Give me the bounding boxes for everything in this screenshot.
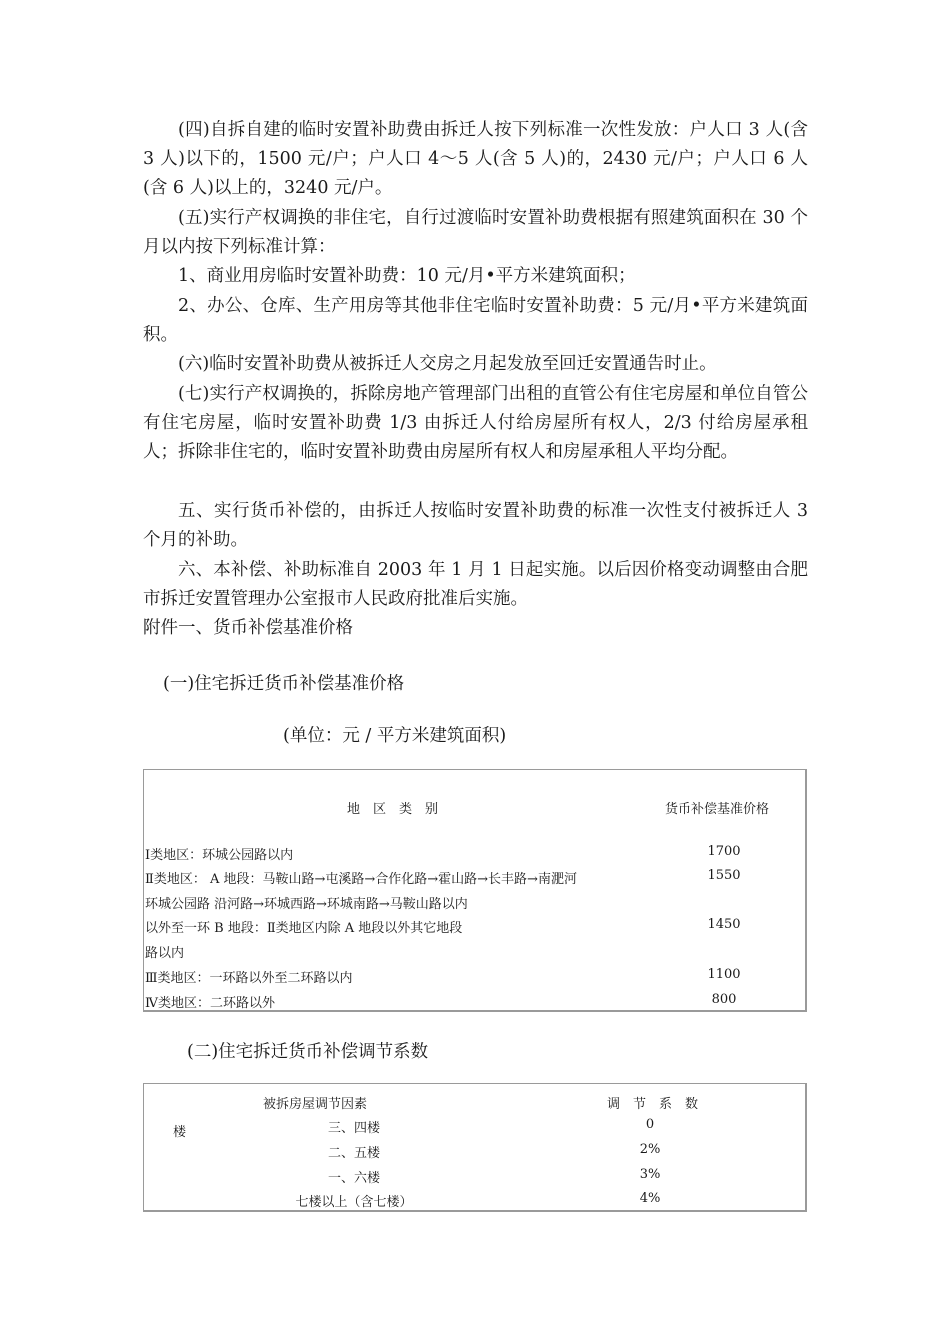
paragraph-office-subsidy: 2、办公、仓库、生产用房等其他非住宅临时安置补助费：5 元/月•平方米建筑面积。 bbox=[143, 296, 808, 346]
table-row-factor: 七楼以上（含七楼） bbox=[295, 1195, 413, 1210]
paragraph-effective-date: 六、本补偿、补助标准自 2003 年 1 月 1 日起实施。以后因价格变动调整由合肥市拆迁安置管理办公室报市人民政府批准后实施。 bbox=[143, 560, 808, 610]
table-row-text: Ⅰ类地区：环城公园路以内 bbox=[145, 848, 294, 863]
table-row-price: 1700 bbox=[707, 844, 741, 859]
section1-unit: (单位：元 / 平方米建筑面积) bbox=[283, 726, 507, 746]
floor-group-label: 楼 bbox=[173, 1125, 187, 1140]
adjustment-coefficient-table bbox=[143, 1083, 807, 1212]
section2-title: (二)住宅拆迁货币补偿调节系数 bbox=[187, 1042, 429, 1062]
table-row-coefficient: 3% bbox=[639, 1167, 661, 1182]
table-row-coefficient: 2% bbox=[639, 1142, 661, 1157]
table-row-price: 1100 bbox=[707, 967, 741, 982]
paragraph-subsidy-allocation: (七)实行产权调换的，拆除房地产管理部门出租的直管公有住宅房屋和单位自管公有住宅房屋，临时安置补助费 1/3 由拆迁人付给房屋所有权人，2/3 付给房屋承租人；拆除非住宅的，临时安置补助费由房屋所有权人和房屋承租人平均分配。 bbox=[143, 384, 808, 463]
table-row-text: 以外至一环 B 地段：Ⅱ类地区内除 A 地段以外其它地段 bbox=[145, 921, 463, 936]
paragraph-monetary-compensation: 五、实行货币补偿的，由拆迁人按临时安置补助费的标准一次性支付被拆迁人 3 个月的补助。 bbox=[143, 501, 808, 551]
paragraph-non-residential-exchange: (五)实行产权调换的非住宅，自行过渡临时安置补助费根据有照建筑面积在 30 个月以内按下列标准计算： bbox=[143, 208, 808, 258]
table-row-price: 1450 bbox=[707, 917, 741, 932]
table-row-price: 1550 bbox=[707, 868, 741, 883]
paragraph-commercial-subsidy: 1、商业用房临时安置补助费：10 元/月•平方米建筑面积； bbox=[178, 266, 636, 286]
paragraph-temporary-resettlement-self-built: (四)自拆自建的临时安置补助费由拆迁人按下列标准一次性发放：户人口 3 人(含 3 人)以下的，1500 元/户；户人口 4～5 人(含 5 人)的，2430 元/户；户人口 6 人(含 6 人)以上的，3240 元/户。 bbox=[143, 120, 808, 199]
table-row-text: 路以内 bbox=[145, 946, 185, 961]
table-row-factor: 一、六楼 bbox=[327, 1171, 380, 1186]
base-price-table bbox=[143, 769, 807, 1012]
header-adjust-factor: 被拆房屋调节因素 bbox=[263, 1097, 368, 1112]
table-row-coefficient: 4% bbox=[639, 1191, 661, 1206]
header-region-category: 地 区 类 别 bbox=[347, 802, 439, 817]
table-row-text: Ⅲ类地区：一环路以外至二环路以内 bbox=[145, 971, 353, 986]
header-adjust-coefficient: 调 节 系 数 bbox=[607, 1097, 699, 1112]
section1-title: (一)住宅拆迁货币补偿基准价格 bbox=[163, 674, 405, 694]
table-row-factor: 二、五楼 bbox=[327, 1146, 380, 1161]
attachment-title: 附件一、货币补偿基准价格 bbox=[143, 618, 353, 638]
table-row-price: 800 bbox=[711, 992, 737, 1007]
table-row-coefficient: 0 bbox=[645, 1117, 655, 1132]
table-row-text: 环城公园路 沿河路→环城西路→环城南路→马鞍山路以内 bbox=[145, 897, 468, 912]
paragraph-subsidy-period: (六)临时安置补助费从被拆迁人交房之月起发放至回迁安置通告时止。 bbox=[178, 354, 717, 374]
table-row-text: Ⅳ类地区：二环路以外 bbox=[145, 996, 275, 1011]
table-row-factor: 三、四楼 bbox=[327, 1121, 380, 1136]
header-base-price: 货币补偿基准价格 bbox=[665, 802, 770, 817]
table-row-text: Ⅱ类地区： A 地段：马鞍山路→屯溪路→合作化路→霍山路→长丰路→南淝河 bbox=[145, 872, 577, 887]
